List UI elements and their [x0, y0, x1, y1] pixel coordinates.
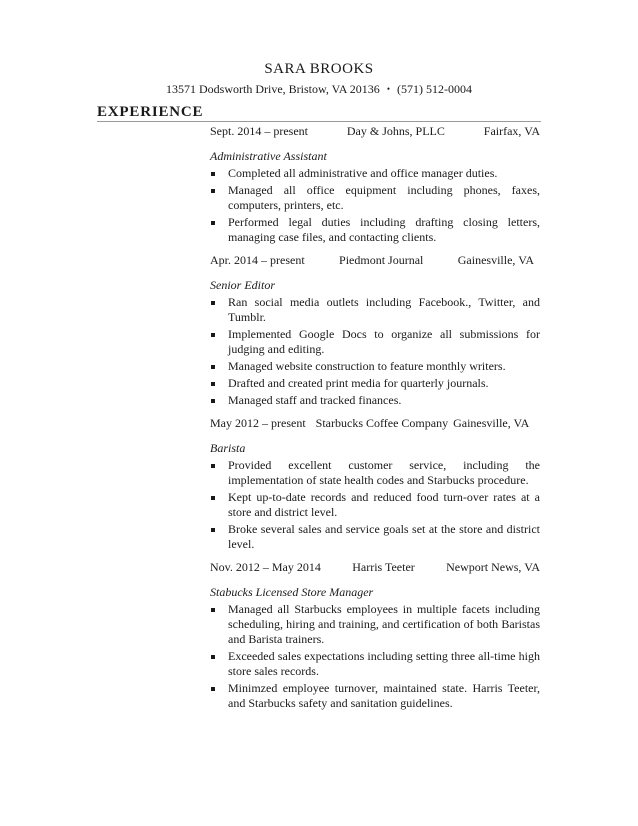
job-heading [210, 124, 540, 139]
job-dates: Sept. 2014 – present [210, 124, 308, 138]
duty-item [210, 393, 540, 408]
job-duties [210, 458, 540, 552]
job-organization: Piedmont Journal [339, 253, 424, 267]
job-entry [210, 124, 540, 245]
bullet-square-icon [211, 464, 215, 468]
job-location: Gainesville, VA [453, 416, 530, 430]
job-duties [210, 295, 540, 408]
duty-text: Completed all administrative and office manager duties. [228, 166, 498, 180]
phone-text: (571) 512-0004 [396, 82, 472, 96]
job-location: Newport News, VA [446, 560, 540, 574]
job-organization: Day & Johns, PLLC [346, 124, 445, 138]
job-location: Fairfax, VA [483, 124, 540, 138]
section-title-experience: EXPERIENCE [97, 104, 204, 120]
duty-item [210, 327, 540, 357]
duty-item [210, 522, 540, 552]
job-organization: Harris Teeter [352, 560, 415, 574]
job-entry [210, 253, 540, 408]
job-organization: Starbucks Coffee Company [315, 416, 449, 430]
duty-text: Broke several sales and service goals set at the store and district level. [228, 522, 540, 551]
duty-text: Managed staff and tracked finances. [228, 393, 402, 407]
bullet-square-icon [211, 301, 215, 305]
bullet-square-icon [211, 382, 215, 386]
bullet-square-icon [211, 189, 215, 193]
bullet-square-icon [211, 333, 215, 337]
applicant-name: SARA BROOKS [264, 61, 374, 77]
experience-list [210, 124, 540, 719]
bullet-square-icon [211, 399, 215, 403]
duty-text: Provided excellent customer service, including the implementation of state health codes and Starbucks procedure. [228, 458, 540, 487]
resume-header [0, 60, 638, 97]
bullet-square-icon [211, 655, 215, 659]
job-heading [210, 560, 540, 575]
address-text: 13571 Dodsworth Drive, Bristow, VA 20136 [166, 82, 380, 96]
duty-item [210, 376, 540, 391]
duty-text: Kept up-to-date records and reduced food turn-over rates at a store and district level. [228, 490, 540, 519]
duty-item [210, 458, 540, 488]
job-dates: May 2012 – present [210, 416, 306, 430]
duty-text: Implemented Google Docs to organize all submissions for judging and editing. [228, 327, 540, 356]
bullet-square-icon [211, 172, 215, 176]
job-entry [210, 416, 540, 552]
duty-item [210, 490, 540, 520]
duty-text: Performed legal duties including drafting closing letters, managing case files, and contacting clients. [228, 215, 540, 244]
job-duties [210, 602, 540, 711]
duty-text: Exceeded sales expectations including setting three all-time high store sales records. [228, 649, 540, 678]
duty-text: Managed all Starbucks employees in multiple facets including scheduling, hiring and training, and certification of both Baristas and Barista trainers. [228, 602, 540, 646]
job-duties [210, 166, 540, 245]
bullet-square-icon [211, 365, 215, 369]
job-entry [210, 560, 540, 711]
bullet-square-icon [211, 496, 215, 500]
duty-item [210, 359, 540, 374]
bullet-square-icon [211, 687, 215, 691]
bullet-square-icon [211, 221, 215, 225]
duty-item [210, 681, 540, 711]
duty-item [210, 602, 540, 647]
job-dates: Nov. 2012 – May 2014 [210, 560, 321, 574]
duty-item [210, 166, 540, 181]
job-heading [210, 253, 540, 268]
bullet-square-icon [211, 608, 215, 612]
duty-text: Managed all office equipment including phones, faxes, computers, printers, etc. [228, 183, 540, 212]
section-divider [97, 121, 541, 122]
job-dates: Apr. 2014 – present [210, 253, 305, 267]
duty-text: Ran social media outlets including Facebook., Twitter, and Tumblr. [228, 295, 540, 324]
duty-text: Managed website construction to feature monthly writers. [228, 359, 506, 373]
duty-text: Minimzed employee turnover, maintained state. Harris Teeter, and Starbucks safety and sanitation guidelines. [228, 681, 540, 710]
duty-item [210, 649, 540, 679]
bullet-square-icon [211, 528, 215, 532]
job-title: Barista [210, 441, 246, 455]
duty-item [210, 295, 540, 325]
job-location: Gainesville, VA [457, 253, 534, 267]
separator-bullet: • [386, 84, 390, 94]
job-heading [210, 416, 540, 431]
duty-item [210, 183, 540, 213]
job-title: Stabucks Licensed Store Manager [210, 585, 374, 599]
duty-item [210, 215, 540, 245]
contact-line [0, 82, 638, 97]
job-title: Senior Editor [210, 278, 275, 292]
duty-text: Drafted and created print media for quarterly journals. [228, 376, 489, 390]
job-title: Administrative Assistant [210, 149, 327, 163]
